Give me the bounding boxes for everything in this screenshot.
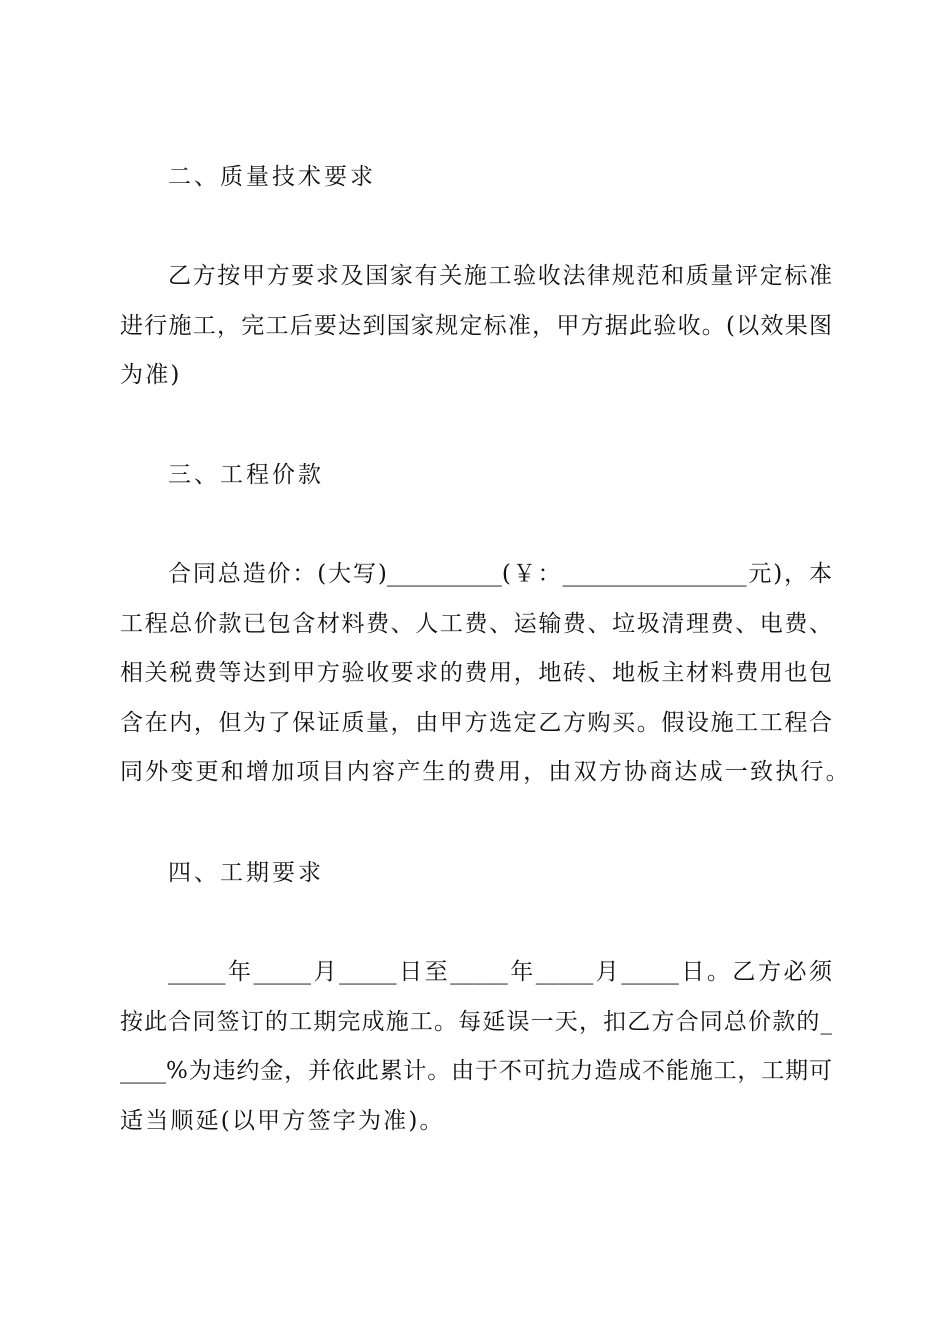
paragraph-line: 为准): [120, 362, 182, 388]
paragraph-line: 含在内，但为了保证质量，由甲方选定乙方购买。假设施工工程合: [120, 709, 832, 736]
paragraph-line: 相关税费等达到甲方验收要求的费用，地砖、地板主材料费用也包: [120, 660, 832, 686]
paragraph-line: 按此合同签订的工期完成施工。每延误一天，扣乙方合同总价款的_: [120, 1008, 832, 1035]
section-paragraph-price: [120, 550, 851, 798]
paragraph-line: _____年_____月_____日至_____年_____月_____日。乙方必须: [168, 959, 832, 985]
paragraph-line: 乙方按甲方要求及国家有关施工验收法律规范和质量评定标准: [168, 263, 832, 289]
paragraph-line: 适当顺延(以甲方签字为准)。: [120, 1107, 445, 1134]
paragraph-line: 进行施工，完工后要达到国家规定标准，甲方据此验收。(以效果图: [120, 312, 832, 339]
section-paragraph-quality: [120, 252, 832, 401]
paragraph-line: ____%为违约金，并依此累计。由于不可抗力造成不能施工，工期可: [120, 1058, 832, 1084]
section-heading-schedule: 四、工期要求: [168, 860, 324, 886]
section-paragraph-schedule: [120, 948, 832, 1146]
paragraph-line: 工程总价款已包含材料费、人工费、运输费、垃圾清理费、电费、: [120, 610, 832, 637]
section-heading-price: 三、工程价款: [168, 462, 324, 488]
paragraph-line: 合同总造价：(大写)__________(￥：________________元)，本: [168, 561, 832, 587]
section-heading-quality: 二、质量技术要求: [168, 164, 376, 190]
paragraph-line: 同外变更和增加项目内容产生的费用，由双方协商达成一致执行。: [120, 759, 851, 785]
